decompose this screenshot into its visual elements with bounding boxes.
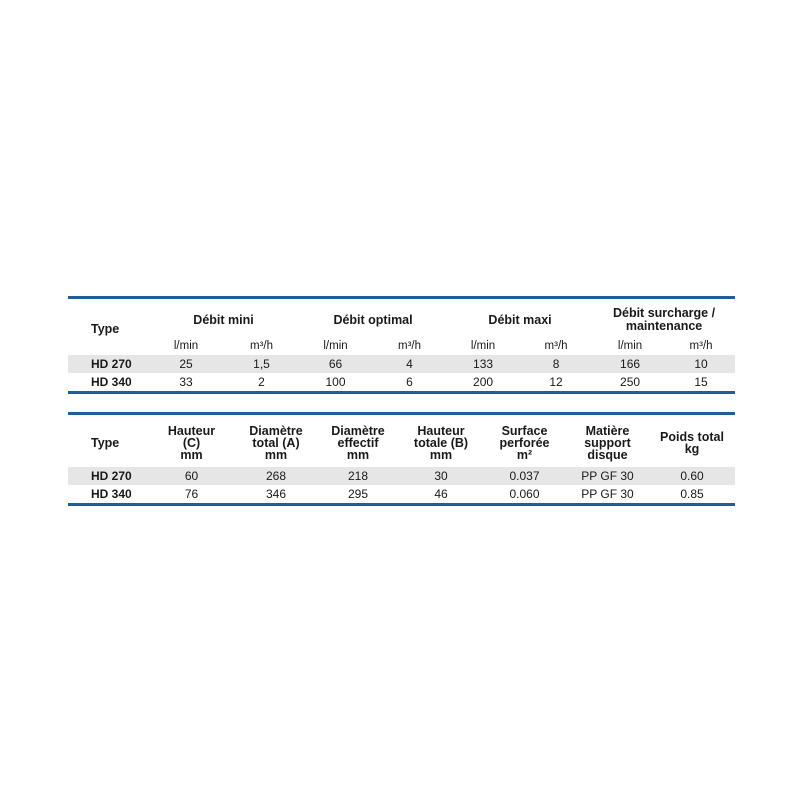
table-row <box>68 467 735 485</box>
group-header-debit-surcharge: Débit surcharge / maintenance <box>612 306 716 333</box>
table-bottom-rule <box>68 391 735 394</box>
group-header-debit-mini: Débit mini <box>193 312 254 327</box>
cell-value: 60 <box>148 467 235 485</box>
row-type: HD 270 <box>68 467 148 485</box>
cell-value: 100 <box>325 374 346 389</box>
cell-value: 268 <box>235 467 317 485</box>
cell-value: 4 <box>372 355 447 373</box>
header-line: Matière <box>585 424 630 438</box>
cell-value: 25 <box>148 355 224 373</box>
unit-header: l/min <box>173 339 199 352</box>
header-line: mm <box>264 448 288 462</box>
header-line: Surface <box>501 424 548 438</box>
flow-rate-table <box>68 296 735 394</box>
cell-value: PP GF 30 <box>566 467 649 485</box>
table-row <box>68 355 735 373</box>
group-header-debit-maxi: Débit maxi <box>488 312 552 327</box>
header-line: (C) <box>182 436 201 450</box>
table-bottom-rule <box>68 503 735 506</box>
cell-value: 133 <box>447 355 519 373</box>
header-surface-perforee <box>483 415 566 467</box>
cell-value: 76 <box>184 486 199 501</box>
cell-value: 166 <box>593 355 667 373</box>
header-line: mm <box>346 448 370 462</box>
type-header: Type <box>91 436 120 450</box>
header-line: disque <box>587 448 628 462</box>
cell-value: 218 <box>317 467 399 485</box>
row-type: HD 270 <box>68 355 148 373</box>
table-row <box>68 373 735 391</box>
header-line: kg <box>684 442 700 456</box>
cell-value: 30 <box>399 467 483 485</box>
cell-value: 6 <box>406 374 413 389</box>
cell-value: 0.85 <box>680 486 704 501</box>
cell-value: 2 <box>258 374 265 389</box>
unit-header: m³/h <box>398 339 422 352</box>
header-line: Hauteur <box>417 424 465 438</box>
header-hauteur-c <box>148 415 235 467</box>
unit-header: m³/h <box>250 339 273 352</box>
header-poids-total <box>649 415 735 467</box>
dimensions-grid <box>68 415 735 503</box>
row-type: HD 340 <box>91 486 132 501</box>
header-line: mm <box>180 448 203 462</box>
unit-header: m³/h <box>544 339 568 352</box>
cell-value: 33 <box>179 374 193 389</box>
header-line: totale (B) <box>413 436 469 450</box>
header-line: Diamètre <box>249 424 303 438</box>
header-line: perforée <box>499 436 550 450</box>
header-line: support <box>584 436 631 450</box>
header-matiere-support <box>566 415 649 467</box>
cell-value: 200 <box>473 374 494 389</box>
header-diametre-total <box>235 415 317 467</box>
unit-header: l/min <box>323 339 348 352</box>
cell-value: 0.037 <box>483 467 566 485</box>
table-row <box>68 485 735 503</box>
header-line: m² <box>516 448 533 462</box>
header-diametre-effectif <box>317 415 399 467</box>
cell-value: PP GF 30 <box>581 486 634 501</box>
cell-value: 12 <box>549 374 563 389</box>
unit-header: l/min <box>470 339 496 352</box>
header-line: effectif <box>337 436 379 450</box>
cell-value: 66 <box>299 355 372 373</box>
cell-value: 346 <box>265 486 287 501</box>
unit-header: l/min <box>617 339 643 352</box>
cell-value: 10 <box>667 355 735 373</box>
cell-value: 46 <box>434 486 448 501</box>
cell-value: 250 <box>620 374 641 389</box>
cell-value: 1,5 <box>224 355 299 373</box>
unit-header: m³/h <box>689 339 713 352</box>
group-header-debit-optimal: Débit optimal <box>333 312 413 327</box>
cell-value: 0.060 <box>509 486 540 501</box>
type-header: Type <box>91 321 120 336</box>
header-line: Hauteur <box>167 424 216 438</box>
cell-value: 15 <box>694 374 708 389</box>
cell-value: 0.60 <box>649 467 735 485</box>
header-line: mm <box>429 448 453 462</box>
header-line: total (A) <box>252 436 300 450</box>
dimensions-table <box>68 412 735 506</box>
header-line: Poids total <box>660 430 724 444</box>
cell-value: 8 <box>519 355 593 373</box>
header-hauteur-totale <box>399 415 483 467</box>
flow-rate-grid <box>68 299 735 391</box>
cell-value: 295 <box>347 486 369 501</box>
header-line: Diamètre <box>331 424 385 438</box>
row-type: HD 340 <box>91 374 132 389</box>
